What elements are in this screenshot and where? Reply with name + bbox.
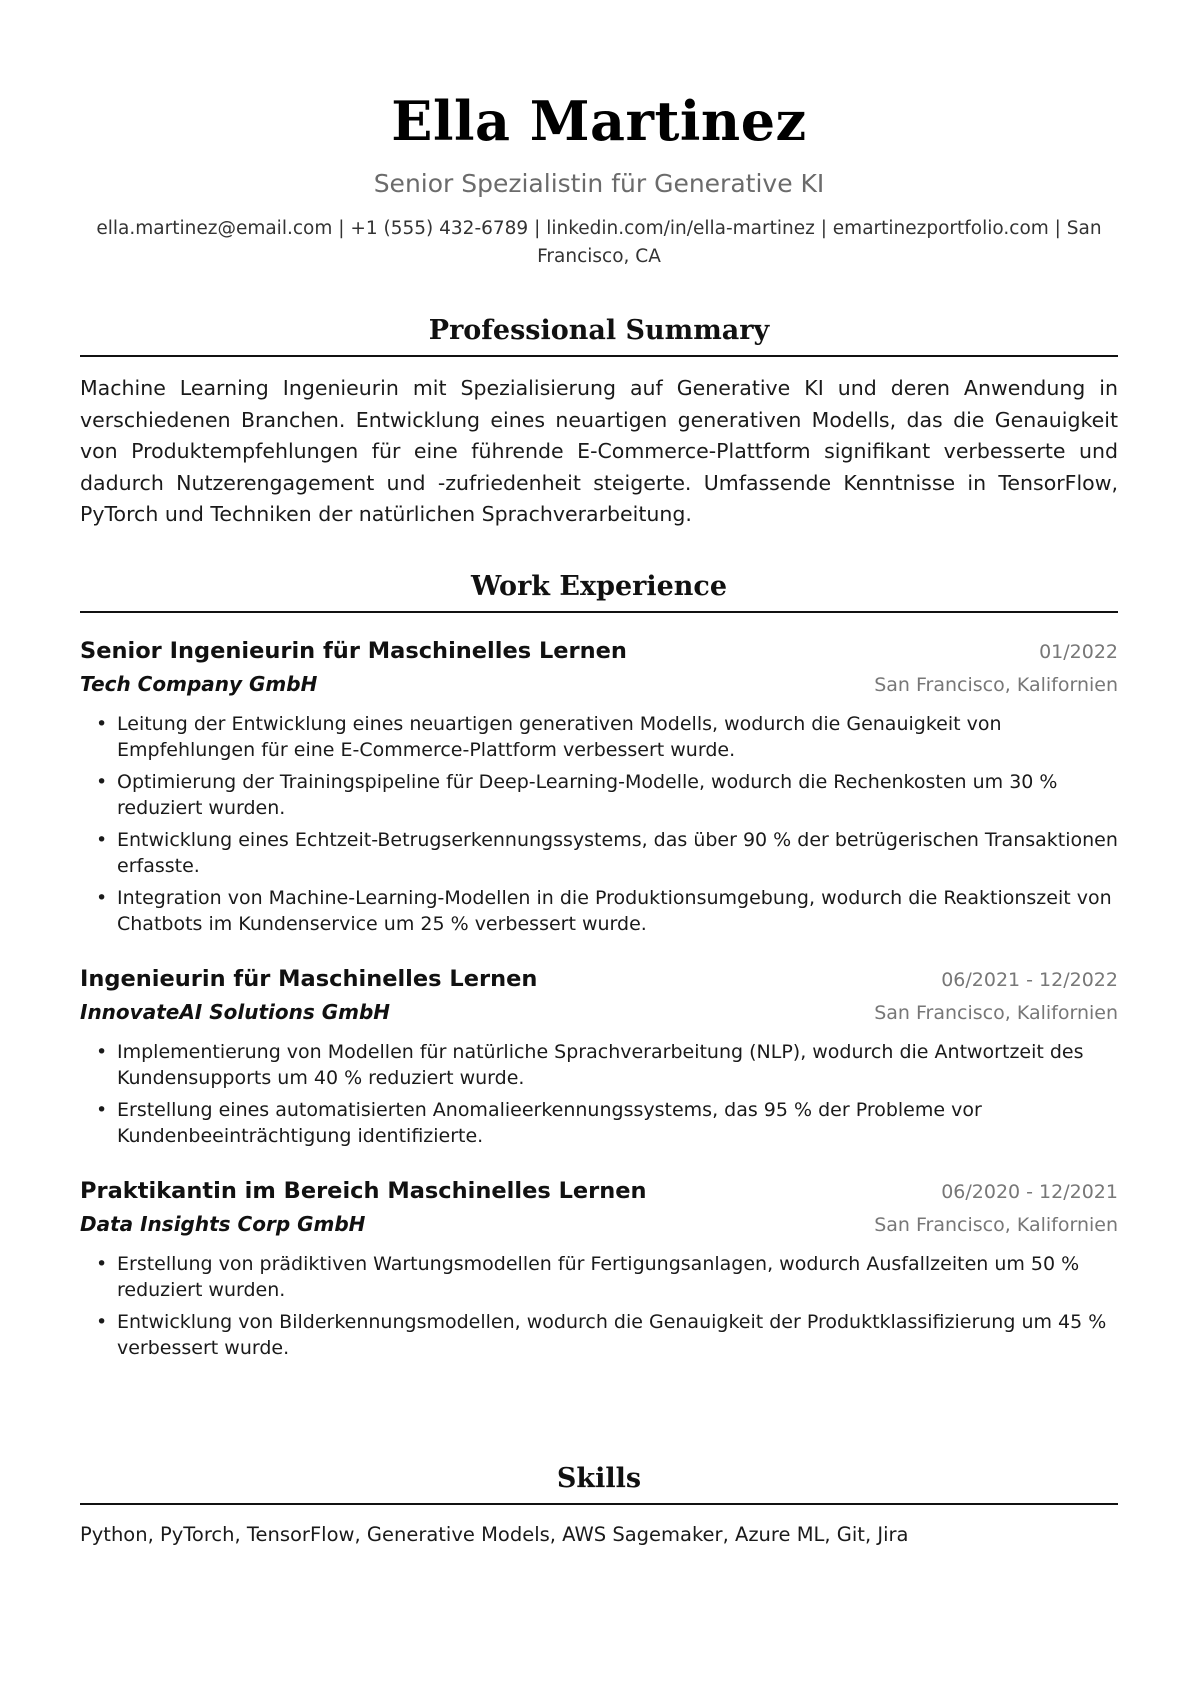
job-entry xyxy=(80,963,1118,1149)
bullet-icon: • xyxy=(96,1041,108,1063)
resume-page xyxy=(80,0,1118,1546)
job-bullets xyxy=(80,1039,1118,1149)
bullet-text: Integration von Machine-Learning-Modellen in die Produktionsumgebung, wodurch die Reaktionszeit von Chatbots im Kundenservice um 25 % verbessert wurde. xyxy=(117,887,1112,935)
candidate-headline: Senior Spezialistin für Generative KI xyxy=(373,169,825,198)
job-entry xyxy=(80,1175,1118,1361)
company-name: InnovateAI Solutions GmbH xyxy=(80,1000,391,1024)
bullet-icon: • xyxy=(96,1099,108,1121)
job-bullet xyxy=(80,769,1118,821)
work-experience-section xyxy=(80,569,1118,1367)
skills-heading: Skills xyxy=(80,1461,1118,1505)
job-location: San Francisco, Kalifornien xyxy=(874,1002,1118,1024)
skills-list: Python, PyTorch, TensorFlow, Generative Models, AWS Sagemaker, Azure ML, Git, Jira xyxy=(80,1523,909,1546)
bullet-icon: • xyxy=(96,887,108,909)
job-bullet xyxy=(80,1097,1118,1149)
summary-section xyxy=(80,313,1118,531)
company-name: Tech Company GmbH xyxy=(80,672,318,696)
bullet-text: Implementierung von Modellen für natürliche Sprachverarbeitung (NLP), wodurch die Antwortzeit des Kundensupports um 40 % reduziert wurde. xyxy=(117,1041,1084,1089)
job-title: Praktikantin im Bereich Maschinelles Lernen xyxy=(80,1178,647,1204)
bullet-icon: • xyxy=(96,829,108,851)
job-date: 06/2021 - 12/2022 xyxy=(941,969,1118,991)
bullet-text: Entwicklung von Bilderkennungsmodellen, wodurch die Genauigkeit der Produktklassifizierung um 45 % verbessert wurde. xyxy=(117,1311,1107,1359)
company-name: Data Insights Corp GmbH xyxy=(80,1212,366,1236)
summary-text: Machine Learning Ingenieurin mit Spezialisierung auf Generative KI und deren Anwendung in verschiedenen Branchen. Entwicklung eines neuartigen generativen Modells, das die Genauigkeit von Produktempfehlungen für eine führende E-Commerce-Plattform signifikant verbesserte und dadurch Nutzerengagement und -zufriedenheit steigerte. Umfassende Kenntnisse in TensorFlow, PyTorch und Techniken der natürlichen Sprachverarbeitung. xyxy=(80,376,1118,526)
job-bullet xyxy=(80,827,1118,879)
bullet-text: Entwicklung eines Echtzeit-Betrugserkennungssystems, das über 90 % der betrügerischen Transaktionen erfasste. xyxy=(117,829,1118,877)
job-location: San Francisco, Kalifornien xyxy=(874,1214,1118,1236)
skills-section xyxy=(80,1461,1118,1549)
job-entry xyxy=(80,635,1118,937)
bullet-text: Erstellung von prädiktiven Wartungsmodellen für Fertigungsanlagen, wodurch Ausfallzeiten um 50 % reduziert wurden. xyxy=(117,1253,1080,1301)
job-location: San Francisco, Kalifornien xyxy=(874,674,1118,696)
bullet-text: Erstellung eines automatisierten Anomalieerkennungssystems, das 95 % der Probleme vor Kundenbeeinträchtigung identifizierte. xyxy=(117,1099,982,1147)
contact-line: ella.martinez@email.com | +1 (555) 432-6789 | linkedin.com/in/ella-martinez | emartinezportfolio.com | San Francisco, CA xyxy=(96,218,1102,267)
bullet-icon: • xyxy=(96,713,108,735)
summary-heading: Professional Summary xyxy=(80,313,1118,357)
job-bullets xyxy=(80,1251,1118,1361)
job-date: 06/2020 - 12/2021 xyxy=(941,1181,1118,1203)
job-bullets xyxy=(80,711,1118,937)
job-title: Senior Ingenieurin für Maschinelles Lernen xyxy=(80,638,627,664)
job-bullet xyxy=(80,885,1118,937)
job-bullet xyxy=(80,1309,1118,1361)
bullet-text: Optimierung der Trainingspipeline für Deep-Learning-Modelle, wodurch die Rechenkosten um 30 % reduziert wurden. xyxy=(117,771,1058,819)
work-experience-heading: Work Experience xyxy=(80,569,1118,613)
job-bullet xyxy=(80,1251,1118,1303)
job-title: Ingenieurin für Maschinelles Lernen xyxy=(80,966,538,992)
job-date: 01/2022 xyxy=(1039,641,1118,663)
job-bullet xyxy=(80,1039,1118,1091)
job-bullet xyxy=(80,711,1118,763)
bullet-icon: • xyxy=(96,771,108,793)
bullet-icon: • xyxy=(96,1311,108,1333)
bullet-icon: • xyxy=(96,1253,108,1275)
candidate-name: Ella Martinez xyxy=(391,89,807,153)
bullet-text: Leitung der Entwicklung eines neuartigen generativen Modells, wodurch die Genauigkeit von Empfehlungen für eine E-Commerce-Plattform verbessert wurde. xyxy=(117,713,1002,761)
